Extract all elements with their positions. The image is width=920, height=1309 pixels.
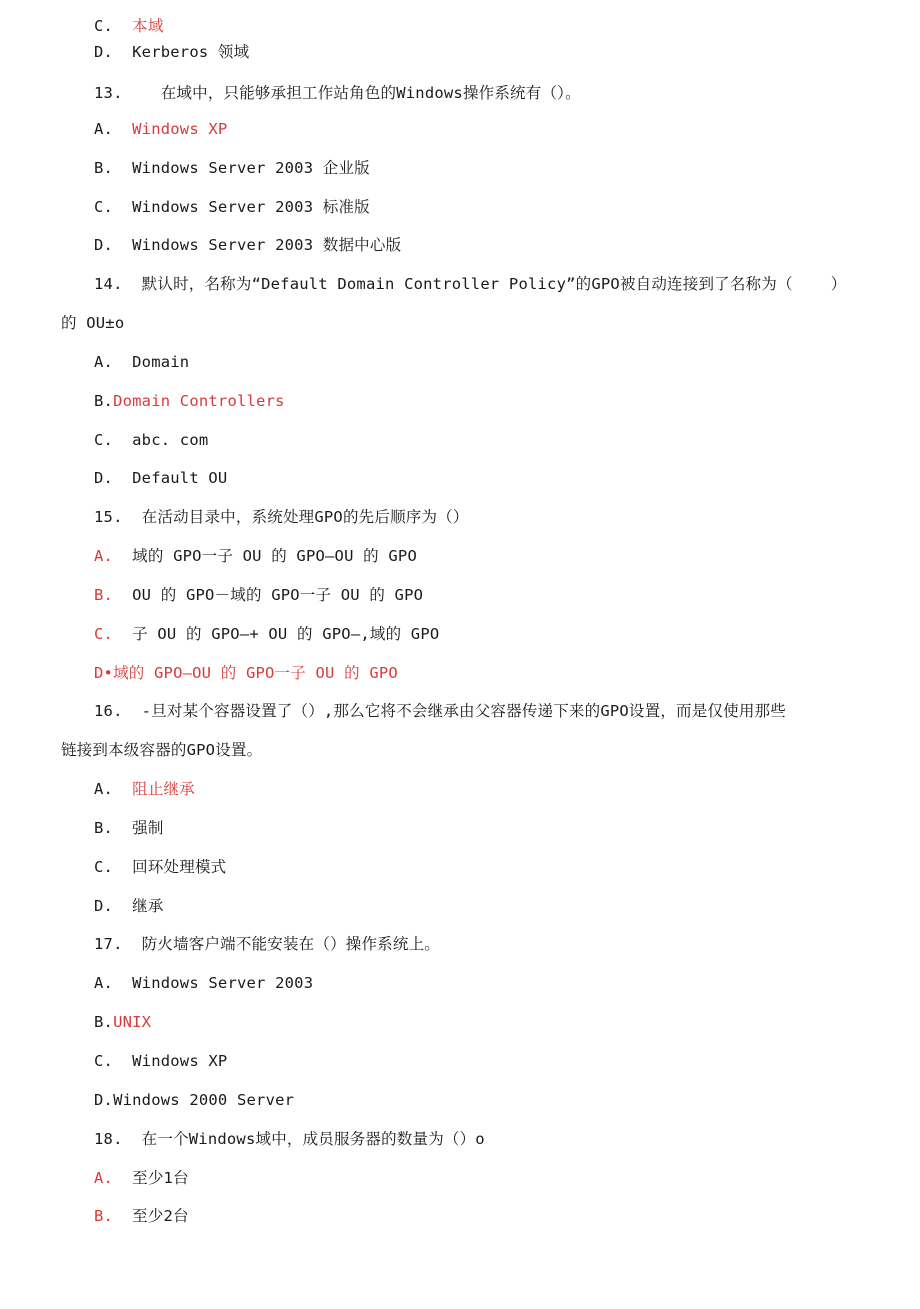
option-label: B. bbox=[94, 159, 133, 177]
question-text: 防火墙客户端不能安装在（）操作系统上。 bbox=[141, 935, 440, 953]
option-15a bbox=[94, 545, 417, 567]
option-14d bbox=[94, 467, 227, 489]
question-16 bbox=[94, 700, 786, 722]
option-label: A. bbox=[94, 547, 133, 565]
option-text: 子 OU 的 GPO—+ OU 的 GPO—,域的 GPO bbox=[132, 625, 440, 643]
option-15b bbox=[94, 584, 423, 606]
option-13c bbox=[94, 196, 370, 218]
option-15d bbox=[94, 662, 398, 684]
question-text: 默认时，名称为“Default Domain Controller Policy”的GPO被自动连接到了名称为（ ） bbox=[141, 275, 847, 293]
question-number: 15. bbox=[94, 508, 142, 526]
option-17c bbox=[94, 1050, 227, 1072]
option-12c bbox=[94, 15, 164, 37]
option-label: D. bbox=[94, 43, 133, 61]
question-number: 16. bbox=[94, 702, 142, 720]
option-label: D• bbox=[94, 664, 114, 682]
option-text: Kerberos 领域 bbox=[132, 43, 250, 61]
option-text: 强制 bbox=[132, 819, 164, 837]
question-16-continued bbox=[61, 739, 262, 761]
option-text: 回环处理模式 bbox=[132, 858, 227, 876]
option-12d bbox=[94, 41, 249, 63]
option-label: B. bbox=[94, 1207, 133, 1225]
question-number: 18. bbox=[94, 1130, 142, 1148]
option-label: B. bbox=[94, 392, 114, 410]
question-number: 13. bbox=[94, 84, 161, 102]
option-text: Windows Server 2003 数据中心版 bbox=[132, 236, 402, 254]
option-label: C. bbox=[94, 198, 133, 216]
option-text: Default OU bbox=[132, 469, 228, 487]
option-text: Domain bbox=[132, 353, 190, 371]
option-text: UNIX bbox=[113, 1013, 152, 1031]
option-text: Windows Server 2003 企业版 bbox=[132, 159, 370, 177]
option-16b bbox=[94, 817, 164, 839]
option-15c bbox=[94, 623, 439, 645]
option-text: abc. com bbox=[132, 431, 209, 449]
option-text: 继承 bbox=[132, 897, 164, 915]
question-text: 在一个Windows域中，成员服务器的数量为（）o bbox=[141, 1130, 485, 1148]
option-label: B. bbox=[94, 1013, 114, 1031]
option-label: D. bbox=[94, 1091, 114, 1109]
option-13d bbox=[94, 234, 401, 256]
option-label: C. bbox=[94, 17, 133, 35]
option-label: D. bbox=[94, 897, 133, 915]
option-label: D. bbox=[94, 236, 133, 254]
question-text: 链接到本级容器的GPO设置。 bbox=[61, 741, 263, 759]
question-text: 在活动目录中，系统处理GPO的先后顺序为（） bbox=[141, 508, 469, 526]
question-text: 的 OU±o bbox=[61, 314, 125, 332]
question-14 bbox=[94, 273, 846, 295]
option-label: A. bbox=[94, 120, 133, 138]
option-16d bbox=[94, 895, 164, 917]
option-label: C. bbox=[94, 858, 133, 876]
question-13 bbox=[94, 82, 581, 104]
option-17b bbox=[94, 1011, 151, 1033]
question-number: 14. bbox=[94, 275, 142, 293]
option-14a bbox=[94, 351, 189, 373]
option-label: A. bbox=[94, 353, 133, 371]
option-16c bbox=[94, 856, 226, 878]
option-18a bbox=[94, 1167, 189, 1189]
option-16a bbox=[94, 778, 195, 800]
option-text: OU 的 GPO－域的 GPO一子 OU 的 GPO bbox=[132, 586, 424, 604]
option-label: D. bbox=[94, 469, 133, 487]
option-label: B. bbox=[94, 586, 133, 604]
option-text: 至少1台 bbox=[132, 1169, 189, 1187]
option-label: A. bbox=[94, 780, 133, 798]
option-label: C. bbox=[94, 431, 133, 449]
option-text: Windows XP bbox=[132, 1052, 228, 1070]
question-text: -旦对某个容器设置了（）,那么它将不会继承由父容器传递下来的GPO设置，而是仅使用那些 bbox=[141, 702, 786, 720]
option-text: 阻止继承 bbox=[132, 780, 195, 798]
option-label: C. bbox=[94, 625, 133, 643]
option-13a bbox=[94, 118, 227, 140]
option-text: Windows Server 2003 标准版 bbox=[132, 198, 370, 216]
question-17 bbox=[94, 933, 440, 955]
question-18 bbox=[94, 1128, 485, 1150]
option-text: Domain Controllers bbox=[113, 392, 285, 410]
option-text: Windows Server 2003 bbox=[132, 974, 314, 992]
option-14b bbox=[94, 390, 285, 412]
question-15 bbox=[94, 506, 469, 528]
option-text: Windows 2000 Server bbox=[113, 1091, 295, 1109]
option-label: C. bbox=[94, 1052, 133, 1070]
option-text: 本域 bbox=[132, 17, 164, 35]
option-label: B. bbox=[94, 819, 133, 837]
option-18b bbox=[94, 1205, 189, 1227]
option-text: 域的 GPO—OU 的 GPO一子 OU 的 GPO bbox=[113, 664, 398, 682]
option-17a bbox=[94, 972, 313, 994]
option-label: A. bbox=[94, 1169, 133, 1187]
option-text: 至少2台 bbox=[132, 1207, 189, 1225]
option-17d bbox=[94, 1089, 294, 1111]
option-label: A. bbox=[94, 974, 133, 992]
question-14-continued bbox=[61, 312, 124, 334]
option-13b bbox=[94, 157, 370, 179]
question-text: 在域中，只能够承担工作站角色的Windows操作系统有（）。 bbox=[160, 84, 581, 102]
option-text: 域的 GPO一子 OU 的 GPO—OU 的 GPO bbox=[132, 547, 417, 565]
question-number: 17. bbox=[94, 935, 142, 953]
option-14c bbox=[94, 429, 208, 451]
option-text: Windows XP bbox=[132, 120, 228, 138]
